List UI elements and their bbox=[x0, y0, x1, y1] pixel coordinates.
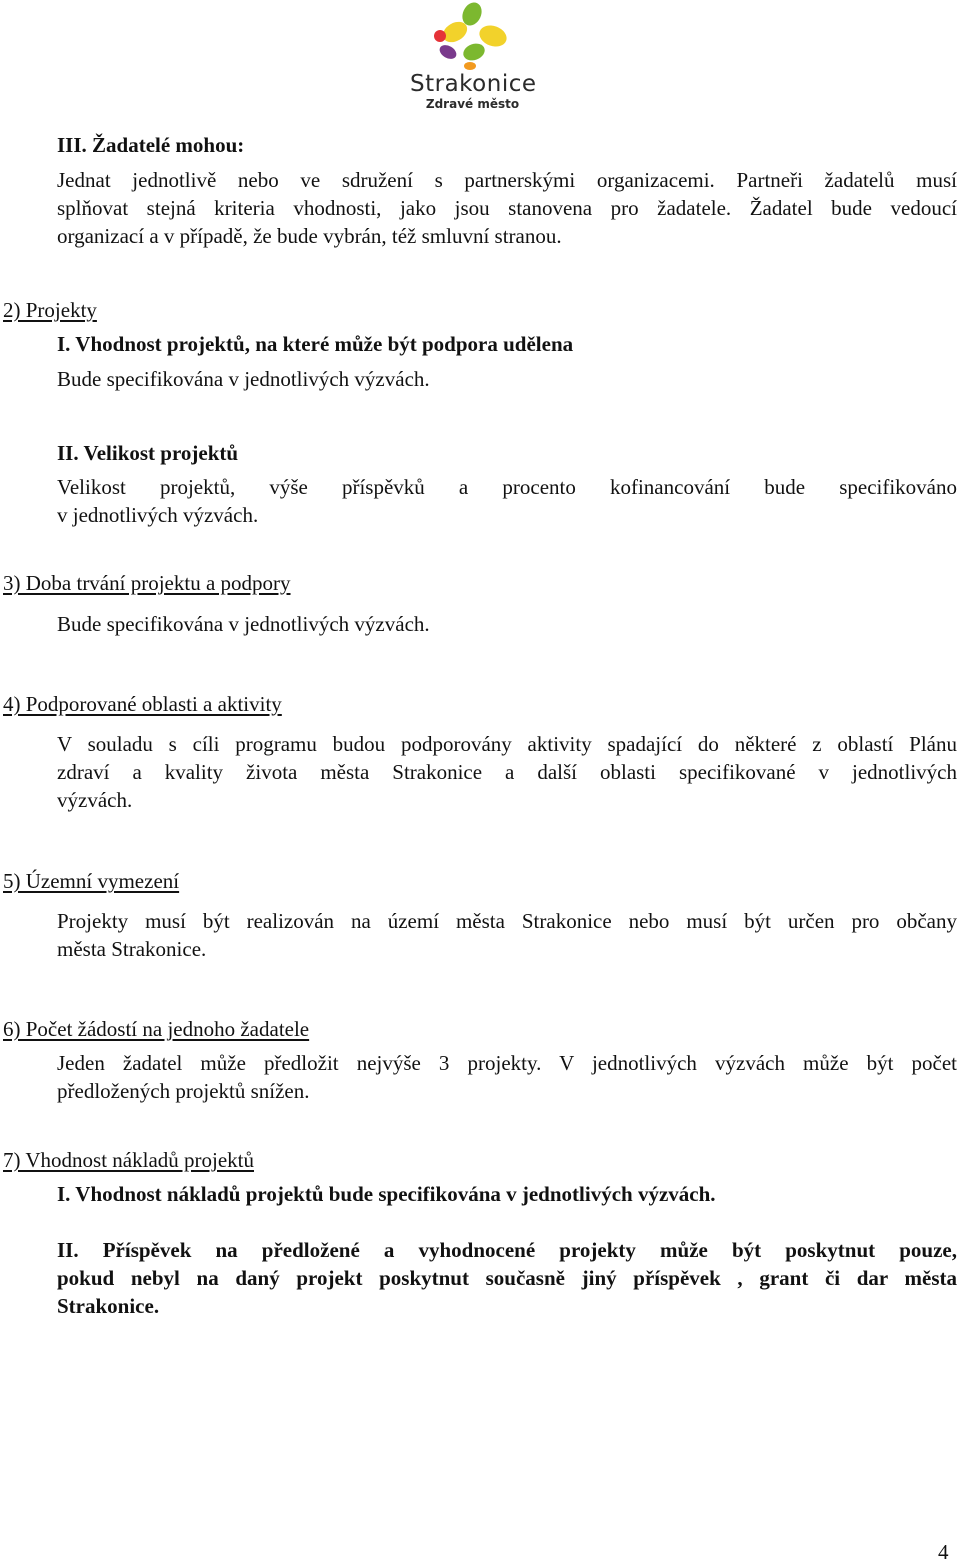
section-applicants-heading: III. Žadatelé mohou: bbox=[57, 133, 245, 157]
costs-point-2-line-2: pokud nebyl na daný projekt poskytnut současně jiný příspěvek , grant či dar města bbox=[57, 1266, 957, 1290]
healthy-city-flower-icon bbox=[400, 0, 545, 75]
page-number: 4 bbox=[938, 1540, 949, 1564]
projects-size-line-2: v jednotlivých výzvách. bbox=[57, 503, 259, 527]
territory-line-2: města Strakonice. bbox=[57, 937, 207, 961]
section-duration-heading: 3) Doba trvání projektu a podpory bbox=[3, 571, 291, 595]
section-projects-heading: 2) Projekty bbox=[3, 298, 97, 322]
projects-eligibility-heading: I. Vhodnost projektů, na které může být podpora udělena bbox=[57, 332, 574, 356]
projects-size-line-1: Velikost projektů, výše příspěvků a procento kofinancování bude specifikováno bbox=[57, 475, 957, 499]
applicants-line-2: splňovat stejná kriteria vhodnosti, jako jsou stanovena pro žadatele. Žadatel bude vedoucí bbox=[57, 196, 957, 220]
duration-text: Bude specifikována v jednotlivých výzvách. bbox=[57, 612, 430, 636]
areas-line-2: zdraví a kvality života města Strakonice a další oblasti specifikované v jednotlivých bbox=[57, 760, 957, 784]
applicants-line-1: Jednat jednotlivě nebo ve sdružení s partnerskými organizacemi. Partneři žadatelů musí bbox=[57, 168, 957, 192]
section-territory-heading: 5) Územní vymezení bbox=[3, 869, 180, 893]
areas-line-3: výzvách. bbox=[57, 788, 133, 812]
costs-point-1: I. Vhodnost nákladů projektů bude specifikována v jednotlivých výzvách. bbox=[57, 1182, 716, 1206]
costs-point-2-line-3: Strakonice. bbox=[57, 1294, 160, 1318]
projects-size-heading: II. Velikost projektů bbox=[57, 441, 239, 465]
section-areas-heading: 4) Podporované oblasti a aktivity bbox=[3, 692, 282, 716]
applicants-line-3: organizací a v případě, že bude vybrán, též smluvní stranou. bbox=[57, 224, 562, 248]
costs-point-2-line-1: II. Příspěvek na předložené a vyhodnocené projekty může být poskytnut pouze, bbox=[57, 1238, 957, 1262]
count-line-2: předložených projektů snížen. bbox=[57, 1079, 310, 1103]
section-count-heading: 6) Počet žádostí na jednoho žadatele bbox=[3, 1017, 310, 1041]
areas-line-1: V souladu s cíli programu budou podporovány aktivity spadající do některé z oblastí Plánu bbox=[57, 732, 957, 756]
section-costs-heading: 7) Vhodnost nákladů projektů bbox=[3, 1148, 254, 1172]
projects-eligibility-text: Bude specifikována v jednotlivých výzvách. bbox=[57, 367, 430, 391]
count-line-1: Jeden žadatel může předložit nejvýše 3 projekty. V jednotlivých výzvách může být počet bbox=[57, 1051, 957, 1075]
logo-subtitle: Zdravé město bbox=[425, 97, 520, 111]
territory-line-1: Projekty musí být realizován na území města Strakonice nebo musí být určen pro občany bbox=[57, 909, 957, 933]
logo-city-name: Strakonice bbox=[410, 71, 537, 97]
strakonice-logo bbox=[400, 0, 545, 115]
